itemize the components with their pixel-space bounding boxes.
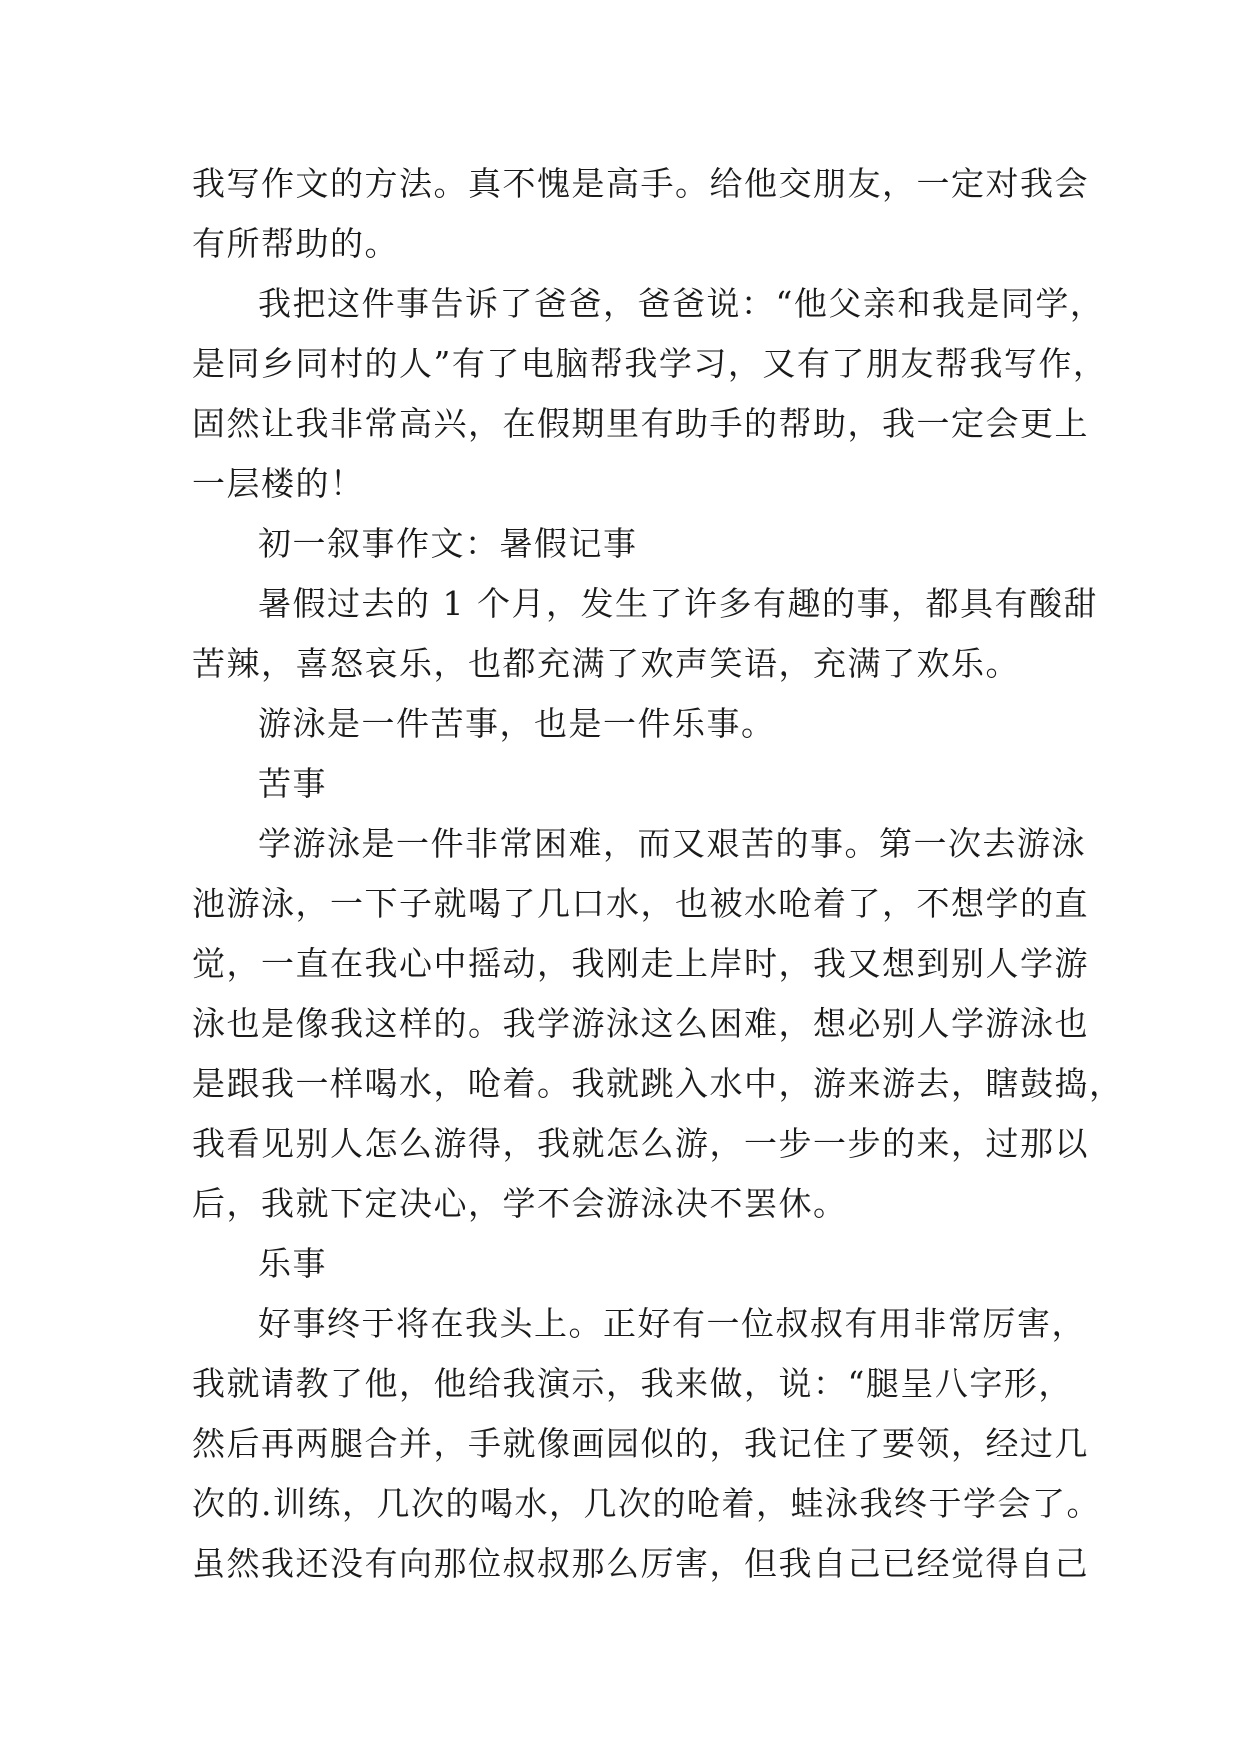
text-line: 虽然我还没有向那位叔叔那么厉害，但我自己已经觉得自己 [192, 1544, 1089, 1583]
text-line: 然后再两腿合并，手就像画园似的，我记住了要领，经过几 [192, 1424, 1089, 1463]
text-line: 苦辣，喜怒哀乐，也都充满了欢声笑语，充满了欢乐。 [192, 644, 1020, 683]
text-line: 是跟我一样喝水，呛着。我就跳入水中，游来游去，瞎鼓捣， [192, 1064, 1124, 1103]
text-line: 暑假过去的 1 个月，发生了许多有趣的事，都具有酸甜 [258, 584, 1098, 623]
text-line: 是同乡同村的人”有了电脑帮我学习，又有了朋友帮我写作， [192, 344, 1108, 383]
text-line: 我把这件事告诉了爸爸，爸爸说：“他父亲和我是同学， [258, 284, 1105, 323]
text-line: 池游泳，一下子就喝了几口水，也被水呛着了，不想学的直 [192, 884, 1089, 923]
text-line: 后，我就下定决心，学不会游泳决不罢休。 [192, 1184, 848, 1223]
text-line: 觉，一直在我心中摇动，我刚走上岸时，我又想到别人学游 [192, 944, 1089, 983]
text-line: 次的.训练，几次的喝水，几次的呛着，蛙泳我终于学会了。 [192, 1484, 1101, 1523]
text-line: 泳也是像我这样的。我学游泳这么困难，想必别人学游泳也 [192, 1004, 1089, 1043]
text-line: 固然让我非常高兴，在假期里有助手的帮助，我一定会更上 [192, 404, 1089, 443]
text-line: 我看见别人怎么游得，我就怎么游，一步一步的来，过那以 [192, 1124, 1089, 1163]
subheading: 乐事 [258, 1244, 327, 1283]
text-line: 游泳是一件苦事，也是一件乐事。 [258, 704, 776, 743]
text-line: 一层楼的！ [192, 464, 365, 503]
subheading: 苦事 [258, 764, 327, 803]
text-line: 学游泳是一件非常困难，而又艰苦的事。第一次去游泳 [258, 824, 1086, 863]
section-heading: 初一叙事作文：暑假记事 [258, 524, 638, 563]
text-line: 我就请教了他，他给我演示，我来做，说：“腿呈八字形， [192, 1364, 1073, 1403]
text-line: 有所帮助的。 [192, 224, 399, 263]
text-line: 我写作文的方法。真不愧是高手。给他交朋友，一定对我会 [192, 164, 1089, 203]
text-line: 好事终于将在我头上。正好有一位叔叔有用非常厉害， [258, 1304, 1086, 1343]
